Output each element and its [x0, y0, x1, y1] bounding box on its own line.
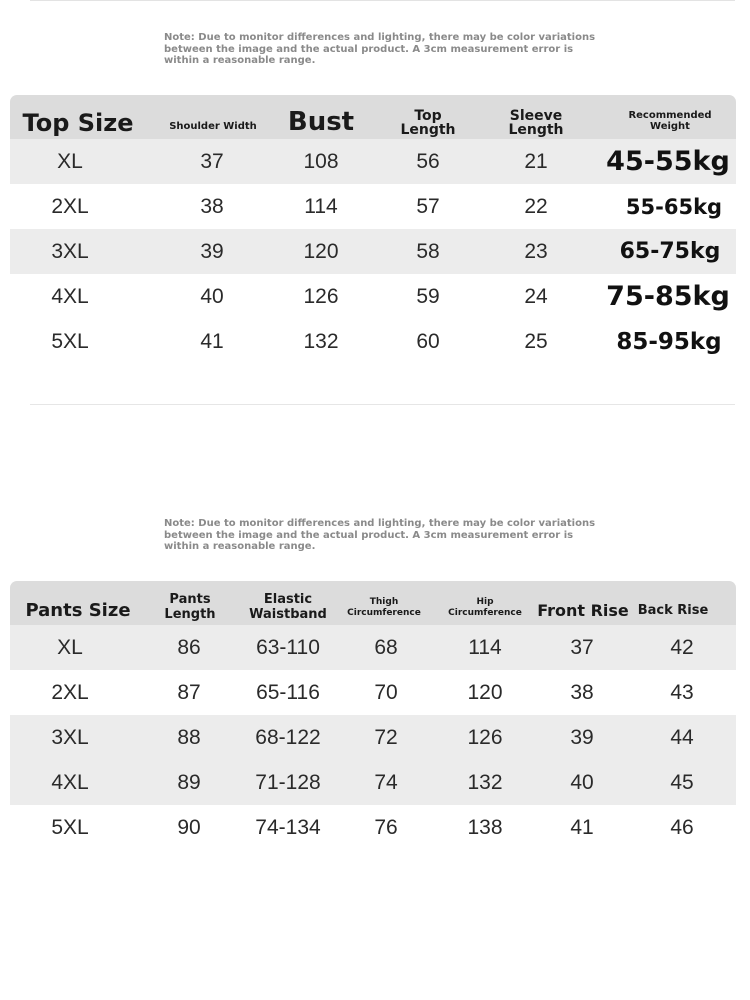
header-top-size: Top Size: [22, 109, 134, 137]
size-cell: 3XL: [51, 239, 89, 263]
thigh-cell: 70: [374, 680, 398, 704]
size-cell: 4XL: [51, 770, 89, 794]
weight-cell: 55-65kg: [625, 194, 723, 219]
front-rise-cell: 38: [570, 680, 594, 704]
section-divider: [30, 404, 735, 405]
bust-cell: 126: [303, 284, 339, 308]
thigh-cell: 74: [374, 770, 398, 794]
back-rise-cell: 44: [670, 725, 694, 749]
sleeve-cell: 25: [524, 329, 548, 353]
size-cell: XL: [57, 149, 83, 173]
length-cell: 88: [177, 725, 201, 749]
header-hip-circumference: Hip Circumference: [448, 597, 522, 618]
table-row: [10, 319, 736, 364]
header-sleeve-length: Sleeve Length: [508, 108, 564, 138]
weight-cell: 45-55kg: [606, 146, 730, 177]
length-cell: 56: [416, 149, 440, 173]
size-cell: XL: [57, 635, 83, 659]
back-rise-cell: 46: [670, 815, 694, 839]
weight-cell: 85-95kg: [616, 328, 722, 355]
size-cell: 5XL: [51, 329, 89, 353]
header-recommended-weight: Recommended Weight: [628, 110, 712, 132]
sleeve-cell: 21: [524, 149, 548, 173]
shoulder-cell: 39: [200, 239, 224, 263]
pants-size-table: [10, 581, 736, 850]
length-cell: 57: [416, 194, 440, 218]
back-rise-cell: 45: [670, 770, 694, 794]
size-cell: 2XL: [51, 194, 89, 218]
top-table-header: [10, 95, 736, 139]
size-cell: 2XL: [51, 680, 89, 704]
back-rise-cell: 42: [670, 635, 694, 659]
header-top-length: Top Length: [400, 108, 456, 138]
size-cell: 4XL: [51, 284, 89, 308]
thigh-cell: 68: [374, 635, 398, 659]
sleeve-cell: 23: [524, 239, 548, 263]
weight-cell: 65-75kg: [619, 239, 721, 264]
waistband-cell: 74-134: [255, 815, 321, 839]
header-bust: Bust: [287, 107, 355, 137]
top-size-table: [10, 95, 736, 364]
table-row: [10, 805, 736, 850]
waistband-cell: 63-110: [256, 635, 320, 659]
length-cell: 58: [416, 239, 440, 263]
length-cell: 87: [177, 680, 201, 704]
length-cell: 60: [416, 329, 440, 353]
table-row: [10, 715, 736, 760]
length-cell: 59: [416, 284, 440, 308]
table-row: [10, 229, 736, 274]
hip-cell: 132: [467, 770, 503, 794]
header-pants-size: Pants Size: [25, 600, 131, 621]
hip-cell: 126: [467, 725, 503, 749]
header-thigh-circumference: Thigh Circumference: [347, 597, 421, 618]
table-row: [10, 274, 736, 319]
length-cell: 90: [177, 815, 201, 839]
bust-cell: 132: [303, 329, 339, 353]
size-cell: 5XL: [51, 815, 89, 839]
bust-cell: 120: [303, 239, 339, 263]
waistband-cell: 71-128: [255, 770, 321, 794]
header-elastic-waistband: Elastic Waistband: [249, 592, 327, 622]
header-back-rise: Back Rise: [637, 603, 709, 618]
header-shoulder-width: Shoulder Width: [169, 121, 257, 132]
length-cell: 86: [177, 635, 201, 659]
sleeve-cell: 24: [524, 284, 548, 308]
bust-cell: 108: [303, 149, 339, 173]
thigh-cell: 76: [374, 815, 398, 839]
front-rise-cell: 40: [570, 770, 594, 794]
pants-table-header: [10, 581, 736, 625]
front-rise-cell: 41: [570, 815, 594, 839]
size-cell: 3XL: [51, 725, 89, 749]
sleeve-cell: 22: [524, 194, 548, 218]
thigh-cell: 72: [374, 725, 398, 749]
table-row: [10, 670, 736, 715]
waistband-cell: 68-122: [255, 725, 321, 749]
header-pants-length: Pants Length: [164, 592, 216, 622]
table-row: [10, 184, 736, 229]
shoulder-cell: 37: [200, 149, 224, 173]
top-divider: [30, 0, 735, 1]
disclaimer-note-top: Note: Due to monitor differences and lighting, there may be color variations between the image and the actual product. A 3cm measurement error is within a reasonable range.: [164, 32, 596, 66]
header-front-rise: Front Rise: [537, 601, 629, 620]
hip-cell: 120: [467, 680, 503, 704]
back-rise-cell: 43: [670, 680, 694, 704]
front-rise-cell: 39: [570, 725, 594, 749]
weight-cell: 75-85kg: [606, 281, 730, 312]
bust-cell: 114: [304, 194, 338, 218]
disclaimer-note-bottom: Note: Due to monitor differences and lighting, there may be color variations between the image and the actual product. A 3cm measurement error is within a reasonable range.: [164, 518, 596, 552]
hip-cell: 138: [467, 815, 503, 839]
shoulder-cell: 40: [200, 284, 224, 308]
hip-cell: 114: [468, 635, 502, 659]
shoulder-cell: 38: [200, 194, 224, 218]
length-cell: 89: [177, 770, 201, 794]
shoulder-cell: 41: [200, 329, 224, 353]
table-row: [10, 760, 736, 805]
table-row: [10, 625, 736, 670]
table-row: [10, 139, 736, 184]
waistband-cell: 65-116: [256, 680, 320, 704]
front-rise-cell: 37: [570, 635, 594, 659]
